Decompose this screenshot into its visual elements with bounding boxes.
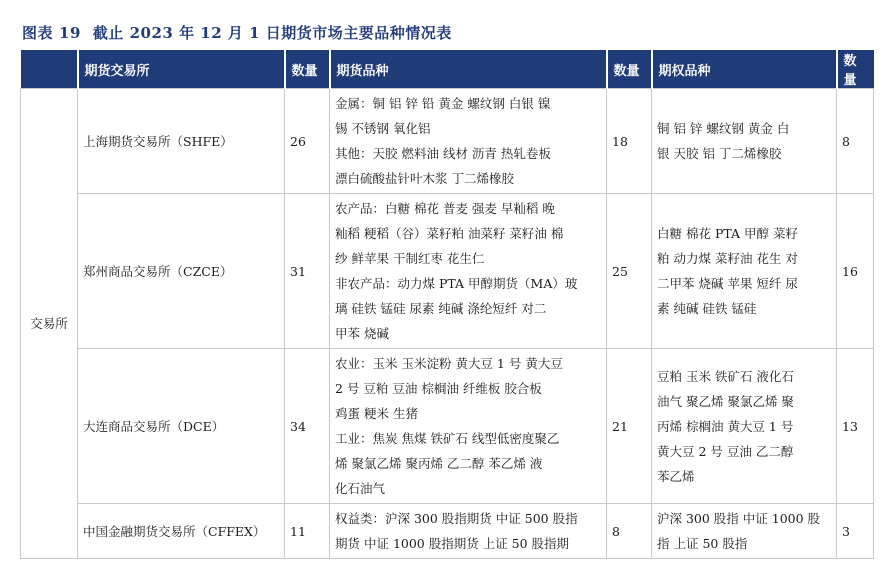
options-products [652,89,837,194]
exchange-name: 中国金融期货交易所（CFFEX） [78,504,285,559]
text-line: 黄大豆 2 号 豆油 乙二醇 [657,443,794,459]
table-row [21,349,874,504]
text-line: 农产品：白糖 棉花 普麦 强麦 早籼稻 晚 [335,201,555,216]
exchange-name: 大连商品交易所（DCE） [78,349,285,504]
options-count: 21 [607,349,652,504]
options-total: 16 [837,194,874,349]
header-futures-count: 数量 [285,50,330,89]
table-row [21,89,874,194]
header-exchange: 期货交易所 [78,50,285,89]
text-line: 甲苯 烧碱 [335,326,389,341]
options-products [652,194,837,349]
text-line: 籼稻 粳稻（谷）菜籽粕 油菜籽 菜籽油 棉 [335,226,564,241]
header-options-total: 数量 [837,50,874,89]
text-line: 鸡蛋 粳米 生猪 [335,406,418,421]
header-category [21,50,78,89]
text-line: 非农产品：动力煤 PTA 甲醇期货（MA）玻 [335,276,578,291]
options-total: 3 [837,504,874,559]
text-line: 权益类：沪深 300 股指期货 中证 500 股指 [335,511,578,526]
text-line: 白糖 棉花 PTA 甲醇 菜籽 [657,226,798,241]
figure-caption: 截止 2023 年 12 月 1 日期货市场主要品种情况表 [92,24,452,42]
text-line: 纱 鲜苹果 干制红枣 花生仁 [335,251,485,266]
text-line: 指 上证 50 股指 [657,536,748,551]
futures-products [330,349,607,504]
header-futures-products: 期货品种 [330,50,607,89]
text-line: 工业：焦炭 焦煤 铁矿石 线型低密度聚乙 [335,431,560,446]
options-count: 8 [607,504,652,559]
text-line: 油气 聚乙烯 聚氯乙烯 聚 [657,393,794,409]
futures-count: 34 [285,349,330,504]
exchange-name: 上海期货交易所（SHFE） [78,89,285,194]
options-count: 25 [607,194,652,349]
table-row [21,504,874,559]
futures-table [20,50,874,559]
text-line: 素 纯碱 硅铁 锰硅 [657,301,757,316]
text-line: 漂白硫酸盐针叶木浆 丁二烯橡胶 [335,171,514,186]
category-cell: 交易所 [21,89,78,559]
figure-label: 图表 [22,24,54,42]
text-line: 铜 铝 锌 螺纹钢 黄金 白 [657,121,790,136]
text-line: 苯乙烯 [657,468,695,484]
table-row [21,194,874,349]
text-line: 锡 不锈钢 氧化铝 [335,121,431,136]
text-line: 银 天胶 铝 丁二烯橡胶 [657,146,782,161]
options-count: 18 [607,89,652,194]
text-line: 沪深 300 股指 中证 1000 股 [657,511,821,526]
text-line: 其他：天胶 燃料油 线材 沥青 热轧卷板 [335,146,551,161]
options-total: 13 [837,349,874,504]
text-line: 期货 中证 1000 股指期货 上证 50 股指期 [335,536,570,551]
exchange-name: 郑州商品交易所（CZCE） [78,194,285,349]
text-line: 粕 动力煤 菜籽油 花生 对 [657,251,798,266]
text-line: 二甲苯 烧碱 苹果 短纤 尿 [657,276,798,291]
options-total: 8 [837,89,874,194]
futures-products [330,89,607,194]
futures-count: 11 [285,504,330,559]
futures-products [330,194,607,349]
futures-count: 31 [285,194,330,349]
text-line: 金属：铜 铝 锌 铅 黄金 螺纹钢 白银 镍 [335,96,551,111]
options-products [652,349,837,504]
futures-count: 26 [285,89,330,194]
options-products [652,504,837,559]
text-line: 丙烯 棕榈油 黄大豆 1 号 [657,418,794,434]
text-line: 烯 聚氯乙烯 聚丙烯 乙二醇 苯乙烯 液 [335,456,543,471]
text-line: 化石油气 [335,481,386,496]
header-options-count: 数量 [607,50,652,89]
text-line: 璃 硅铁 锰硅 尿素 纯碱 涤纶短纤 对二 [335,301,547,316]
text-line: 2 号 豆粕 豆油 棕榈油 纤维板 胶合板 [335,381,542,396]
text-line: 农业：玉米 玉米淀粉 黄大豆 1 号 黄大豆 [335,356,563,371]
figure-title [22,22,452,43]
header-options-products: 期权品种 [652,50,837,89]
text-line: 豆粕 玉米 铁矿石 液化石 [657,368,794,384]
futures-products [330,504,607,559]
table-header-row [21,50,874,89]
figure-number: 19 [59,24,81,42]
